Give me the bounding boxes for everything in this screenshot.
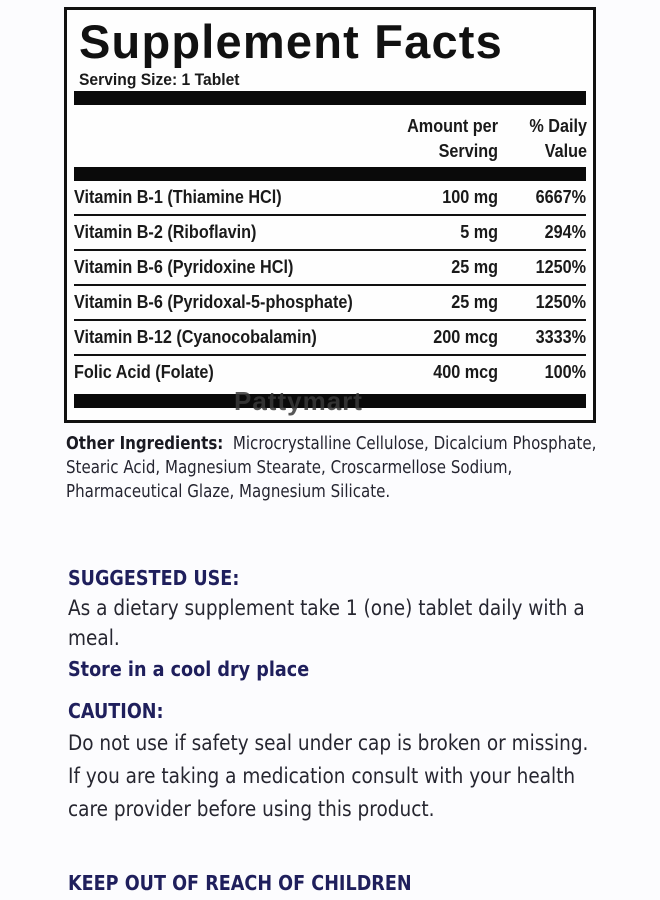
column-header-daily-value — [529, 114, 587, 164]
nutrient-amount: 200 mcg — [433, 327, 498, 347]
nutrient-row — [74, 321, 586, 356]
other-ingredients — [66, 432, 608, 504]
nutrient-amount: 5 mg — [460, 222, 498, 242]
nutrient-table — [74, 181, 586, 389]
facts-title: Supplement Facts — [79, 15, 504, 68]
nutrient-name: Vitamin B-6 (Pyridoxine HCl) — [74, 257, 294, 277]
nutrient-name: Vitamin B-12 (Cyanocobalamin) — [74, 327, 317, 347]
nutrient-daily-value: 294% — [544, 222, 586, 242]
dv-header-line1: % Daily — [529, 116, 587, 136]
serving-size: Serving Size: 1 Tablet — [79, 70, 240, 89]
divider-bar-bottom — [74, 386, 586, 416]
nutrient-name: Vitamin B-1 (Thiamine HCl) — [74, 187, 282, 207]
nutrient-amount: 100 mg — [442, 187, 498, 207]
nutrient-daily-value: 1250% — [535, 292, 586, 312]
other-ingredients-text: Microcrystalline Cellulose, Dicalcium Phosphate, Stearic Acid, Magnesium Stearate, Croscarmellose Sodium, Pharmaceutical Glaze, Magnesium Silicate. — [66, 434, 597, 502]
nutrient-name: Vitamin B-6 (Pyridoxal-5-phosphate) — [74, 292, 353, 312]
suggested-use-heading: SUGGESTED USE: — [68, 566, 240, 590]
nutrient-daily-value: 3333% — [535, 327, 586, 347]
caution-heading: CAUTION: — [68, 699, 164, 723]
nutrient-daily-value: 1250% — [535, 257, 586, 277]
keep-out-of-reach-warning: KEEP OUT OF REACH OF CHILDREN — [68, 871, 412, 895]
suggested-use-text: As a dietary supplement take 1 (one) tablet daily with a meal. — [68, 596, 585, 650]
nutrient-row — [74, 251, 586, 286]
divider-bar-top — [74, 91, 586, 105]
nutrient-amount: 25 mg — [451, 292, 498, 312]
nutrient-name: Vitamin B-2 (Riboflavin) — [74, 222, 257, 242]
dv-header-line2: Value — [544, 141, 587, 161]
nutrient-row — [74, 181, 586, 216]
caution-text: Do not use if safety seal under cap is broken or missing. If you are taking a medication consult with your health care provider before using this product. — [68, 731, 589, 821]
other-ingredients-label: Other Ingredients: — [66, 434, 224, 454]
divider-bar-header — [74, 167, 586, 181]
watermark: Pattymart — [234, 386, 363, 416]
warning-section — [68, 868, 614, 898]
nutrient-daily-value: 100% — [544, 362, 586, 382]
nutrient-row — [74, 356, 586, 389]
nutrient-row — [74, 216, 586, 251]
amount-header-line1: Amount per — [407, 116, 498, 136]
nutrient-row — [74, 286, 586, 321]
nutrient-amount: 25 mg — [451, 257, 498, 277]
nutrient-name: Folic Acid (Folate) — [74, 362, 214, 382]
nutrient-daily-value: 6667% — [535, 187, 586, 207]
amount-header-line2: Serving — [438, 141, 498, 161]
storage-instruction: Store in a cool dry place — [68, 657, 310, 681]
column-header-amount — [407, 114, 498, 164]
suggested-use-section — [68, 563, 614, 685]
caution-section — [68, 695, 614, 826]
supplement-facts-panel — [64, 7, 596, 423]
nutrient-amount: 400 mcg — [433, 362, 498, 382]
